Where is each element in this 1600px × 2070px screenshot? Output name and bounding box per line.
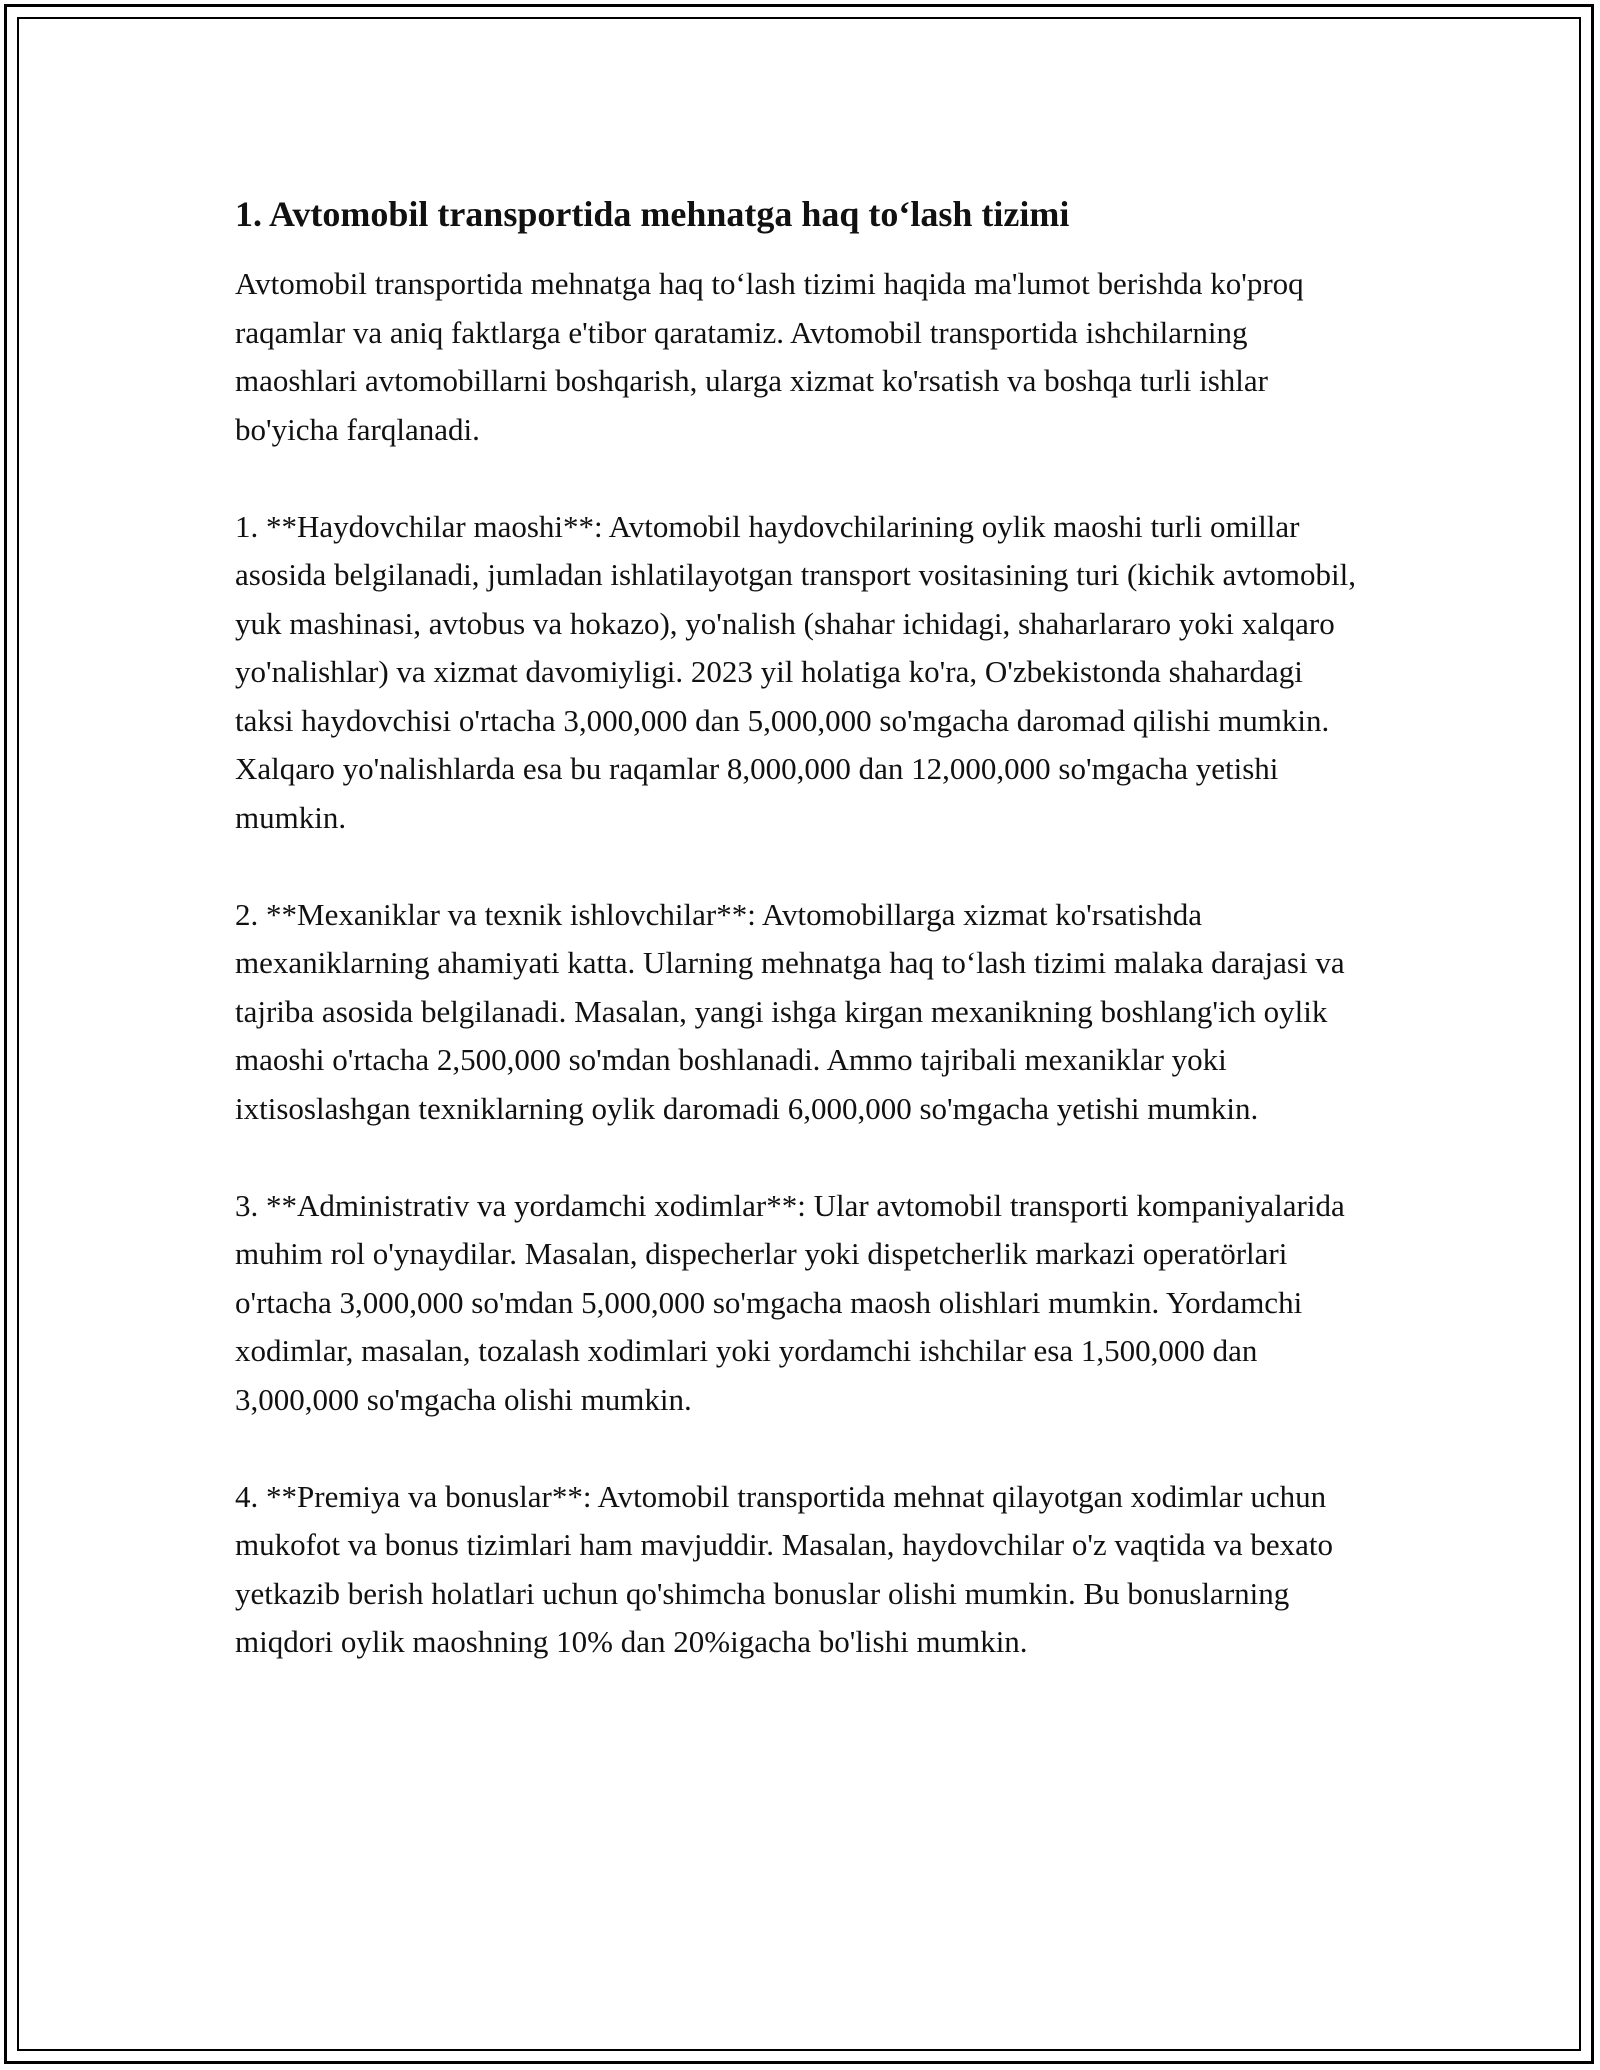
section-administrative-staff: 3. **Administrativ va yordamchi xodimlar**: Ular avtomobil transporti kompaniyalarida muhim rol o'ynaydilar. Masalan, dispecherlar yoki dispetcherlik markazi operatörlari o'rtacha 3,000,000 so'mdan 5,000,000 so'mgacha maosh olishlari mumkin. Yordamchi xodimlar, masalan, tozalash xodimlari yoki yordamchi ishchilar esa 1,500,000 dan 3,000,000 so'mgacha olishi mumkin. xyxy=(235,1187,1345,1417)
intro-paragraph: Avtomobil transportida mehnatga haq to‘lash tizimi haqida ma'lumot berishda ko'proq raqamlar va aniq faktlarga e'tibor qaratamiz. Avtomobil transportida ishchilarning maoshlari avtomobillarni boshqarish, ularga xizmat ko'rsatish va boshqa turli ishlar bo'yicha farqlanadi. xyxy=(235,266,1304,447)
section-mechanics: 2. **Mexaniklar va texnik ishlovchilar**: Avtomobillarga xizmat ko'rsatishda mexaniklarning ahamiyati katta. Ularning mehnatga haq to‘lash tizimi malaka darajasi va tajriba asosida belgilanadi. Masalan, yangi ishga kirgan mexanikning boshlang'ich oylik maoshi o'rtacha 2,500,000 so'mdan boshlanadi. Ammo tajribali mexaniklar yoki ixtisoslashgan texniklarning oylik daromadi 6,000,000 so'mgacha yetishi mumkin. xyxy=(235,896,1345,1126)
document-body xyxy=(235,190,1365,1715)
section-drivers-salary: 1. **Haydovchilar maoshi**: Avtomobil haydovchilarining oylik maoshi turli omillar asosida belgilanadi, jumladan ishlatilayotgan transport vositasining turi (kichik avtomobil, yuk mashinasi, avtobus va hokazo), yo'nalish (shahar ichidagi, shaharlararo yoki xalqaro yo'nalishlar) va xizmat davomiyligi. 2023 yil holatiga ko'ra, O'zbekistonda shahardagi taksi haydovchisi o'rtacha 3,000,000 dan 5,000,000 so'mgacha daromad qilishi mumkin. Xalqaro yo'nalishlarda esa bu raqamlar 8,000,000 dan 12,000,000 so'mgacha yetishi mumkin. xyxy=(235,508,1356,835)
section-bonuses: 4. **Premiya va bonuslar**: Avtomobil transportida mehnat qilayotgan xodimlar uchun mukofot va bonus tizimlari ham mavjuddir. Masalan, haydovchilar o'z vaqtida va bexato yetkazib berish holatlari uchun qo'shimcha bonuslar olishi mumkin. Bu bonuslarning miqdori oylik maoshning 10% dan 20%igacha bo'lishi mumkin. xyxy=(235,1478,1334,1659)
document-title: 1. Avtomobil transportida mehnatga haq to‘lash tizimi xyxy=(235,194,1070,234)
